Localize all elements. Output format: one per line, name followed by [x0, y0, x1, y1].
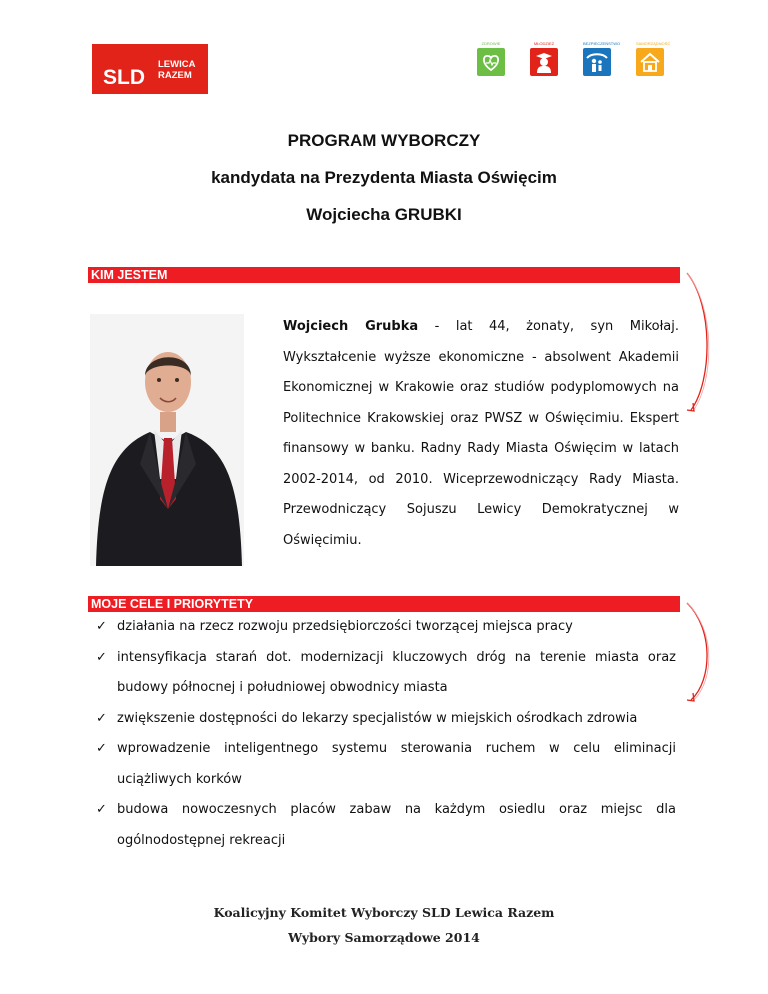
candidate-subtitle: kandydata na Prezydenta Miasta Oświęcim [211, 168, 557, 187]
category-safety [583, 40, 621, 76]
bio-name: Wojciech Grubka [283, 319, 419, 334]
candidate-name: Wojciecha GRUBKI [306, 205, 462, 224]
checkmark-icon: ✓ [96, 649, 107, 665]
curved-arrow-icon [683, 270, 719, 420]
program-title: PROGRAM WYBORCZY [287, 131, 481, 150]
house-icon [636, 48, 664, 76]
checkmark-icon: ✓ [96, 802, 107, 817]
category-selfgovernment-label: SAMORZĄDNOŚĆ [636, 41, 671, 46]
curved-arrow-icon [683, 600, 719, 710]
category-health-label: ZDROWIE [481, 41, 501, 46]
goals-list [88, 612, 676, 856]
logo-abbr: SLD [94, 46, 154, 92]
checkmark-icon: ✓ [96, 619, 107, 634]
family-icon [583, 48, 611, 76]
goal-text: intensyfikacja starań dot. modernizacji kluczowych dróg na terenie miasta oraz budowy północnej i południowej obwodnicy miasta [117, 649, 676, 695]
category-health [477, 40, 505, 76]
list-item [88, 734, 676, 795]
logo-line2: RAZEM [158, 70, 192, 81]
section-goals-heading: MOJE CELE I PRIORYTETY [88, 596, 680, 612]
list-item [88, 795, 676, 856]
goal-text: zwiększenie dostępności do lekarzy specjalistów w miejskich ośrodkach zdrowia [117, 710, 638, 726]
footer-committee: Koalicyjny Komitet Wyborczy SLD Lewica Razem [213, 905, 555, 920]
list-item [88, 704, 676, 735]
category-youth [530, 40, 558, 76]
bio-text: - lat 44, żonaty, syn Mikołaj. Wykształcenie wyższe ekonomiczne - absolwent Akademii Ekonomicznej w Krakowie oraz studiów podyplomowych na Politechnice Krakowskiej oraz PWSZ w Oświęcimiu. Ekspert finansowy w banku. Radny Rady Miasta Oświęcim w latach 2002-2014, od 2010. Wiceprzewodniczący Rady Miasta. Przewodniczący Sojuszu Lewicy Demokratycznej w Oświęcimiu. [283, 319, 679, 548]
goal-text: budowa nowoczesnych placów zabaw na każdym osiedlu oraz miejsc dla ogólnodostępnej rekreacji [117, 802, 676, 848]
category-youth-label: MŁODZIEŻ [533, 41, 555, 46]
logo-line1: LEWICA [158, 59, 196, 70]
checkmark-icon: ✓ [96, 710, 107, 726]
sld-logo [92, 44, 208, 94]
section-about-heading: KIM JESTEM [88, 267, 680, 283]
goal-text: działania na rzecz rozwoju przedsiębiorczości tworzącej miejsca pracy [117, 619, 573, 634]
checkmark-icon: ✓ [96, 741, 107, 756]
list-item [88, 612, 676, 643]
graduate-icon [530, 48, 558, 76]
candidate-bio [283, 312, 679, 556]
candidate-photo [90, 314, 244, 566]
category-safety-label: BEZPIECZEŃSTWO [583, 41, 621, 46]
footer-election: Wybory Samorządowe 2014 [288, 930, 480, 945]
goal-text: wprowadzenie inteligentnego systemu sterowania ruchem w celu eliminacji uciążliwych korków [117, 741, 676, 787]
list-item [88, 643, 676, 704]
heart-icon [477, 48, 505, 76]
logo-tagline [154, 46, 206, 92]
category-selfgovernment [636, 40, 671, 76]
